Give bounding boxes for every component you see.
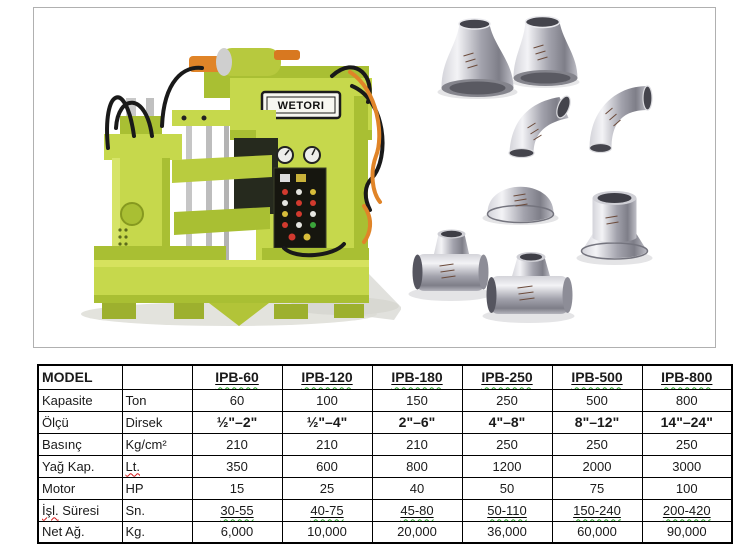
cell-value: 20,000	[372, 521, 462, 543]
reducer-large	[442, 19, 514, 97]
row-unit: Lt.	[122, 455, 192, 477]
model-header-ipb800: IPB-800	[642, 365, 732, 389]
cell-value: 36,000	[462, 521, 552, 543]
row-basinc	[38, 433, 732, 455]
cell-value: 500	[552, 389, 642, 411]
cell-value: 100	[642, 477, 732, 499]
model-header-ipb120: IPB-120	[282, 365, 372, 389]
cell-value: 45-80	[372, 499, 462, 521]
pipe-cap	[488, 187, 554, 223]
brand-label: WETORI	[277, 100, 325, 112]
cell-value: 100	[282, 389, 372, 411]
elbow-90	[590, 86, 653, 153]
cell-value: 60	[192, 389, 282, 411]
header-model-label: MODEL	[38, 365, 122, 389]
fittings-illustration	[401, 8, 715, 347]
cell-value: 200-420	[642, 499, 732, 521]
row-yag-kap	[38, 455, 732, 477]
cell-value: 40-75	[282, 499, 372, 521]
cell-value: 250	[462, 389, 552, 411]
cell-value: 600	[282, 455, 372, 477]
cell-value: 150-240	[552, 499, 642, 521]
row-kapasite	[38, 389, 732, 411]
tee-center	[487, 252, 573, 314]
cell-value: 250	[552, 433, 642, 455]
header-unit-cell	[122, 365, 192, 389]
cell-value: 25	[282, 477, 372, 499]
tee-left	[413, 230, 489, 292]
cell-value: 30-55	[192, 499, 282, 521]
cell-value: 250	[642, 433, 732, 455]
table-header-row	[38, 365, 732, 389]
cell-value: 210	[372, 433, 462, 455]
cell-value: 50-110	[462, 499, 552, 521]
row-label: Ölçü	[38, 411, 122, 433]
spec-table	[37, 364, 733, 544]
row-unit: HP	[122, 477, 192, 499]
model-header-ipb250: IPB-250	[462, 365, 552, 389]
row-label: İşl. Süresi	[38, 499, 122, 521]
cell-value: 14"–24"	[642, 411, 732, 433]
cell-value: 250	[462, 433, 552, 455]
reducer-small	[514, 17, 578, 87]
row-unit: Kg/cm²	[122, 433, 192, 455]
cell-value: 210	[192, 433, 282, 455]
row-label: Kapasite	[38, 389, 122, 411]
cell-value: 2000	[552, 455, 642, 477]
cell-value: 8"–12"	[552, 411, 642, 433]
cell-value: 90,000	[642, 521, 732, 543]
model-header-ipb180: IPB-180	[372, 365, 462, 389]
row-isl-suresi	[38, 499, 732, 521]
row-motor	[38, 477, 732, 499]
cell-value: 800	[372, 455, 462, 477]
cell-value: 800	[642, 389, 732, 411]
row-unit: Dirsek	[122, 411, 192, 433]
row-olcu	[38, 411, 732, 433]
cell-value: 150	[372, 389, 462, 411]
cell-value: 2"–6"	[372, 411, 462, 433]
row-label: Net Ağ.	[38, 521, 122, 543]
row-unit: Kg.	[122, 521, 192, 543]
cell-value: 4"–8"	[462, 411, 552, 433]
cell-value: 1200	[462, 455, 552, 477]
row-label: Yağ Kap.	[38, 455, 122, 477]
cell-value: 75	[552, 477, 642, 499]
cell-value: ½"–4"	[282, 411, 372, 433]
machine-illustration	[34, 8, 401, 347]
cell-value: 10,000	[282, 521, 372, 543]
cell-value: 15	[192, 477, 282, 499]
row-label: Motor	[38, 477, 122, 499]
stub-end	[582, 191, 648, 259]
elbow-45	[509, 94, 573, 157]
row-unit: Sn.	[122, 499, 192, 521]
model-header-ipb500: IPB-500	[552, 365, 642, 389]
cell-value: 40	[372, 477, 462, 499]
row-net-ag	[38, 521, 732, 543]
cell-value: 50	[462, 477, 552, 499]
row-unit: Ton	[122, 389, 192, 411]
fittings-photo	[401, 7, 716, 348]
row-label: Basınç	[38, 433, 122, 455]
control-panel	[274, 168, 326, 248]
cell-value: 350	[192, 455, 282, 477]
cell-value: 60,000	[552, 521, 642, 543]
cell-value: 6,000	[192, 521, 282, 543]
cell-value: 3000	[642, 455, 732, 477]
model-header-ipb60: IPB-60	[192, 365, 282, 389]
cell-value: ½"–2"	[192, 411, 282, 433]
cell-value: 210	[282, 433, 372, 455]
machine-photo	[33, 7, 402, 348]
